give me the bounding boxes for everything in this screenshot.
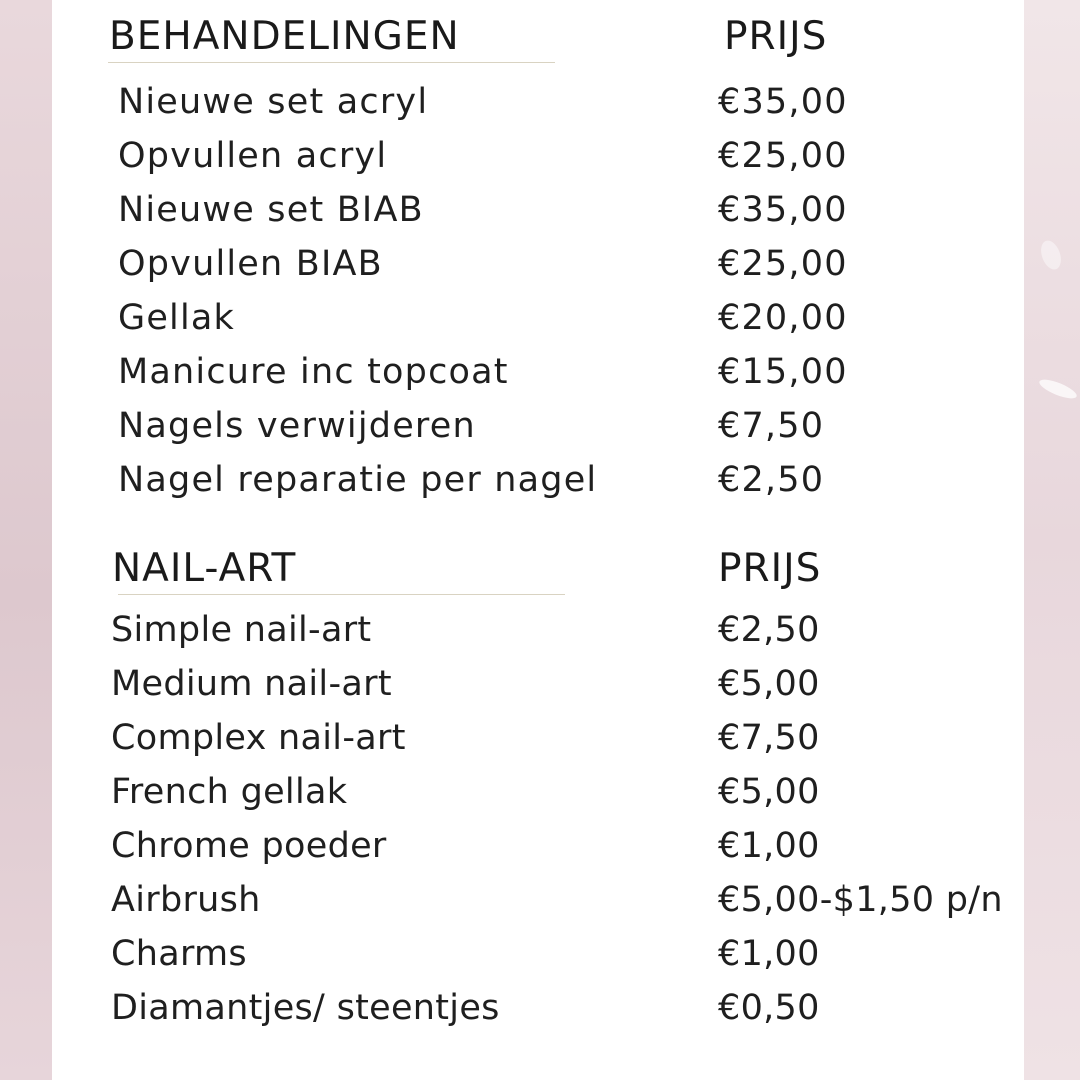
- item-price: €25,00: [718, 244, 848, 284]
- treatments-header: BEHANDELINGEN: [109, 14, 460, 59]
- item-name: Chrome poeder: [111, 826, 387, 866]
- item-price: €20,00: [718, 298, 848, 338]
- item-name: Opvullen acryl: [118, 136, 388, 176]
- item-price: €7,50: [718, 718, 820, 758]
- item-price: €5,00: [718, 664, 820, 704]
- item-name: Airbrush: [111, 880, 261, 920]
- background-left: [0, 0, 52, 1080]
- nail-art-divider: [118, 594, 565, 595]
- background-right: [1024, 0, 1080, 1080]
- item-price: €5,00-$1,50 p/n: [718, 880, 1003, 920]
- price-list-panel: [52, 0, 1024, 1080]
- item-price: €35,00: [718, 190, 848, 230]
- item-price: €1,00: [718, 934, 820, 974]
- treatments-price-header: PRIJS: [724, 14, 828, 59]
- item-name: French gellak: [111, 772, 348, 812]
- item-name: Simple nail-art: [111, 610, 372, 650]
- item-name: Diamantjes/ steentjes: [111, 988, 500, 1028]
- item-name: Opvullen BIAB: [118, 244, 383, 284]
- item-name: Nieuwe set BIAB: [118, 190, 424, 230]
- item-price: €5,00: [718, 772, 820, 812]
- item-price: €7,50: [718, 406, 825, 446]
- treatments-divider: [108, 62, 555, 63]
- item-price: €25,00: [718, 136, 848, 176]
- item-name: Nagels verwijderen: [118, 406, 476, 446]
- item-name: Complex nail-art: [111, 718, 406, 758]
- item-name: Nieuwe set acryl: [118, 82, 429, 122]
- item-price: €1,00: [718, 826, 820, 866]
- item-name: Medium nail-art: [111, 664, 392, 704]
- item-price: €35,00: [718, 82, 848, 122]
- item-price: €2,50: [718, 610, 820, 650]
- item-name: Charms: [111, 934, 247, 974]
- nail-art-header: NAIL-ART: [112, 546, 297, 591]
- item-price: €15,00: [718, 352, 848, 392]
- item-price: €2,50: [718, 460, 825, 500]
- item-price: €0,50: [718, 988, 820, 1028]
- nail-art-price-header: PRIJS: [718, 546, 822, 591]
- item-name: Gellak: [118, 298, 236, 338]
- item-name: Nagel reparatie per nagel: [118, 460, 598, 500]
- item-name: Manicure inc topcoat: [118, 352, 509, 392]
